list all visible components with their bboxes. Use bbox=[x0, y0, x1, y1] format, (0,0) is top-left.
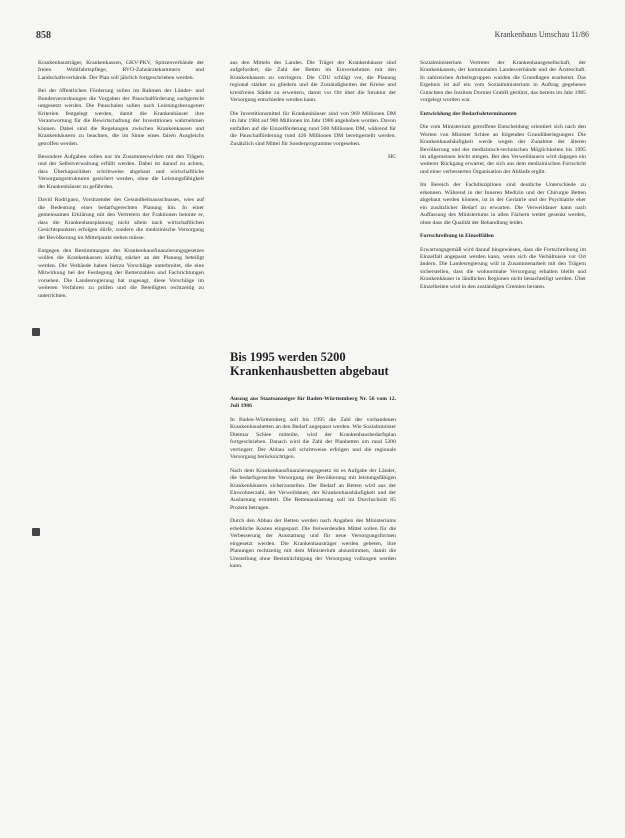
paragraph: Krankenhausträger, Krankenkassen, GKV-PKV, Spitzenverbände der freien Wohlfahrtspflege, RVO-Zahnärztekammern und Landschaftsverbände. Der Plan soll jährlich fortgeschrieben werden. bbox=[38, 60, 204, 81]
paragraph: Im Bereich der Fachdisziplinen sind deutliche Unterschiede zu erkennen. Während in der Inneren Medizin und der Chirurgie Betten abgebaut werden können, ist in der Geriatrie und der Psychiatrie eher ein zusätzlicher Bedarf zu erwarten. Die Verweildauer kann nach Auffassung des Ministeriums in allen Fächern weiter gesenkt werden, ohne dass die Qualität der Behandlung leidet. bbox=[420, 182, 586, 226]
paragraph: Die vom Ministerium getroffene Entscheidung orientiert sich nach den Worten von Minister Schlee an folgenden Grundüberlegungen: Die Krankenhaushäufigkeit werde wegen der Zunahme der älteren Bevölkerung und der medizinisch-technischen Möglichkeiten bis 1995 im allgemeinen leicht steigen. Bei den Verweildauern wird dagegen ein weiterer Rückgang erwartet, der sich aus dem medizinischen Fortschritt und einer verbesserten Organisation der Abläufe ergibt. bbox=[420, 124, 586, 175]
paragraph: Sozialministerium Vertreter der Krankenhausgesellschaft, der Krankenkassen, der kommunalen Landesverbände und der Ärzteschaft. In zahlreichen Arbeitsgruppen wurden die Grundlagen erarbeitet. Das Ergebnis ist auf ein vom Sozialministerium in Auftrag gegebenes Gutachten des Instituts Dornier GmbH gestützt, das bereits im Jahr 1985 vorgelegt worden war. bbox=[420, 60, 586, 104]
running-head: Krankenhaus Umschau 11/86 bbox=[494, 30, 589, 39]
paragraph: Erwartungsgemäß wird darauf hingewiesen, dass die Fortschreibung im Einzelfall angepasst werden kann, wenn sich die Verhältnisse vor Ort ändern. Die Landesregierung will in Zusammenarbeit mit den Trägern sicherstellen, dass die wohnortnahe Versorgung erhalten bleibt und Krankenhäuser in ländlichen Regionen nicht benachteiligt werden. Über Einzelheiten wird in den zuständigen Gremien beraten. bbox=[420, 246, 586, 290]
article-source-line: Auszug aus Staatsanzeiger für Baden-Württemberg Nr. 56 vom 12. Juli 1986 bbox=[230, 396, 396, 410]
paragraph: Bei der öffentlichen Förderung sollen im Rahmen der Länder- und Bundesverordnungen die Vorgaben der Pauschalförderung sachgerecht umgesetzt werden. Die Pauschalen sollen nach Leistungsbezogenen Kriterien festgelegt werden, damit die Krankenhäuser ihre Verantwortung für die Bewirtschaftung der Investitionen wahrnehmen können. Dabei sind die Regelungen zwischen Krankenkassen und Krankenhäusern zu beachten, die im Sinne eines fairen Ausgleichs getroffen werden. bbox=[38, 88, 204, 147]
paragraph: aus den Mitteln des Landes. Die Träger der Krankenhäuser sind aufgefordert, die Zahl der Betten im Einvernehmen mit den Krankenkassen zu verringern. Die CDU schlägt vor, die Planung regional stärker zu gliedern und die Zuständigkeiten der Kreise und kreisfreien Städte zu erweitern, damit vor Ort über die Struktur der Versorgung entschieden werden kann. bbox=[230, 60, 396, 104]
column-2 bbox=[230, 60, 396, 805]
section-heading: Fortschreibung in Einzelfällen bbox=[420, 233, 494, 240]
paragraph: Nach dem Krankenhausfinanzierungsgesetz ist es Aufgabe der Länder, die bedarfsgerechte Versorgung der Bevölkerung mit leistungsfähigen Krankenhäusern sicherzustellen. Der Bedarf an Betten wird aus der Einwohnerzahl, der Verweildauer, der Krankenhaushäufigkeit und der Auslastung ermittelt. Die Bettenauslastung soll im Durchschnitt 85 Prozent betragen. bbox=[230, 467, 396, 511]
author-signature: HC bbox=[388, 153, 396, 160]
article-headline: Bis 1995 werden 5200 Krankenhausbetten abgebaut bbox=[230, 350, 389, 378]
column-1 bbox=[38, 60, 204, 805]
page-header bbox=[36, 30, 589, 44]
paragraph: Durch den Abbau der Betten werden nach Angaben des Ministeriums erhebliche Kosten eingespart. Die freiwerdenden Mittel sollen für die Verbesserung der Ausstattung und für neue Versorgungsformen eingesetzt werden. Die Krankenhausträger werden gebeten, ihre Planungen rechtzeitig mit dem Ministerium abzustimmen, damit die Umstellung ohne Beeinträchtigung der Versorgung vollzogen werden kann. bbox=[230, 518, 396, 570]
column-3 bbox=[420, 60, 586, 805]
paragraph: In Baden-Württemberg soll bis 1995 die Zahl der vorhandenen Krankenhausbetten an den Bedarf angepasst werden. Wie Sozialminister Dietmar Schlee mitteilte, wird der Krankenhausbedarfsplan fortgeschrieben. Danach wird die Zahl der Planbetten um rund 5200 verringert. Der Abbau soll schrittweise erfolgen und die regionale Versorgung berücksichtigen. bbox=[230, 416, 396, 461]
paragraph: Die Investitionsmittel für Krankenhäuser sind von 969 Millionen DM im Jahr 1984 auf 986 Millionen im Jahr 1986 angehoben worden. Davon entfallen auf die Einzelförderung rund 560 Millionen DM, während für die Pauschalförderung rund 426 Millionen DM bereitgestellt werden. Zusätzlich sind Mittel für Sonderprogramme vorgesehen. bbox=[230, 110, 396, 147]
paragraph: Besondere Aufgaben sollen nur im Zusammenwirken mit den Trägern und der Selbstverwaltung erfüllt werden. Dabei ist darauf zu achten, dass Überkapazitäten schrittweise abgebaut und wirtschaftliche Versorgungsstrukturen gesichert werden, ohne die Leistungsfähigkeit der Krankenhäuser zu gefährden. bbox=[38, 153, 204, 190]
paragraph: Entgegen den Bestimmungen des Krankenhausfinanzierungsgesetzes wollen die Krankenkassen künftig stärker an der Planung beteiligt werden. Die Verbände haben hierzu Vorschläge unterbreitet, die eine Mitwirkung bei der Festlegung der Bettenzahlen und Fachrichtungen vorsehen. Die Landesregierung hat zugesagt, diese Vorschläge im weiteren Verfahren zu prüfen und die Beteiligten rechtzeitig zu unterrichten. bbox=[38, 247, 204, 299]
column-2-top bbox=[230, 60, 396, 310]
section-heading: Entwicklung der Bedarfsdeterminanten bbox=[420, 110, 517, 117]
paragraph: David Rodriguez, Vorsitzender des Gesundheitsausschusses, wies auf die Bedeutung einer bedarfsgerechten Planung hin. In einer gemeinsamen Erklärung mit den Vertretern der Fraktionen betonte er, dass die Krankenhausplanung nicht allein nach wirtschaftlichen Gesichtspunkten erfolgen dürfe, sondern die medizinische Versorgung der Bevölkerung im Mittelpunkt stehen müsse. bbox=[38, 197, 204, 241]
page-number: 858 bbox=[36, 30, 51, 41]
